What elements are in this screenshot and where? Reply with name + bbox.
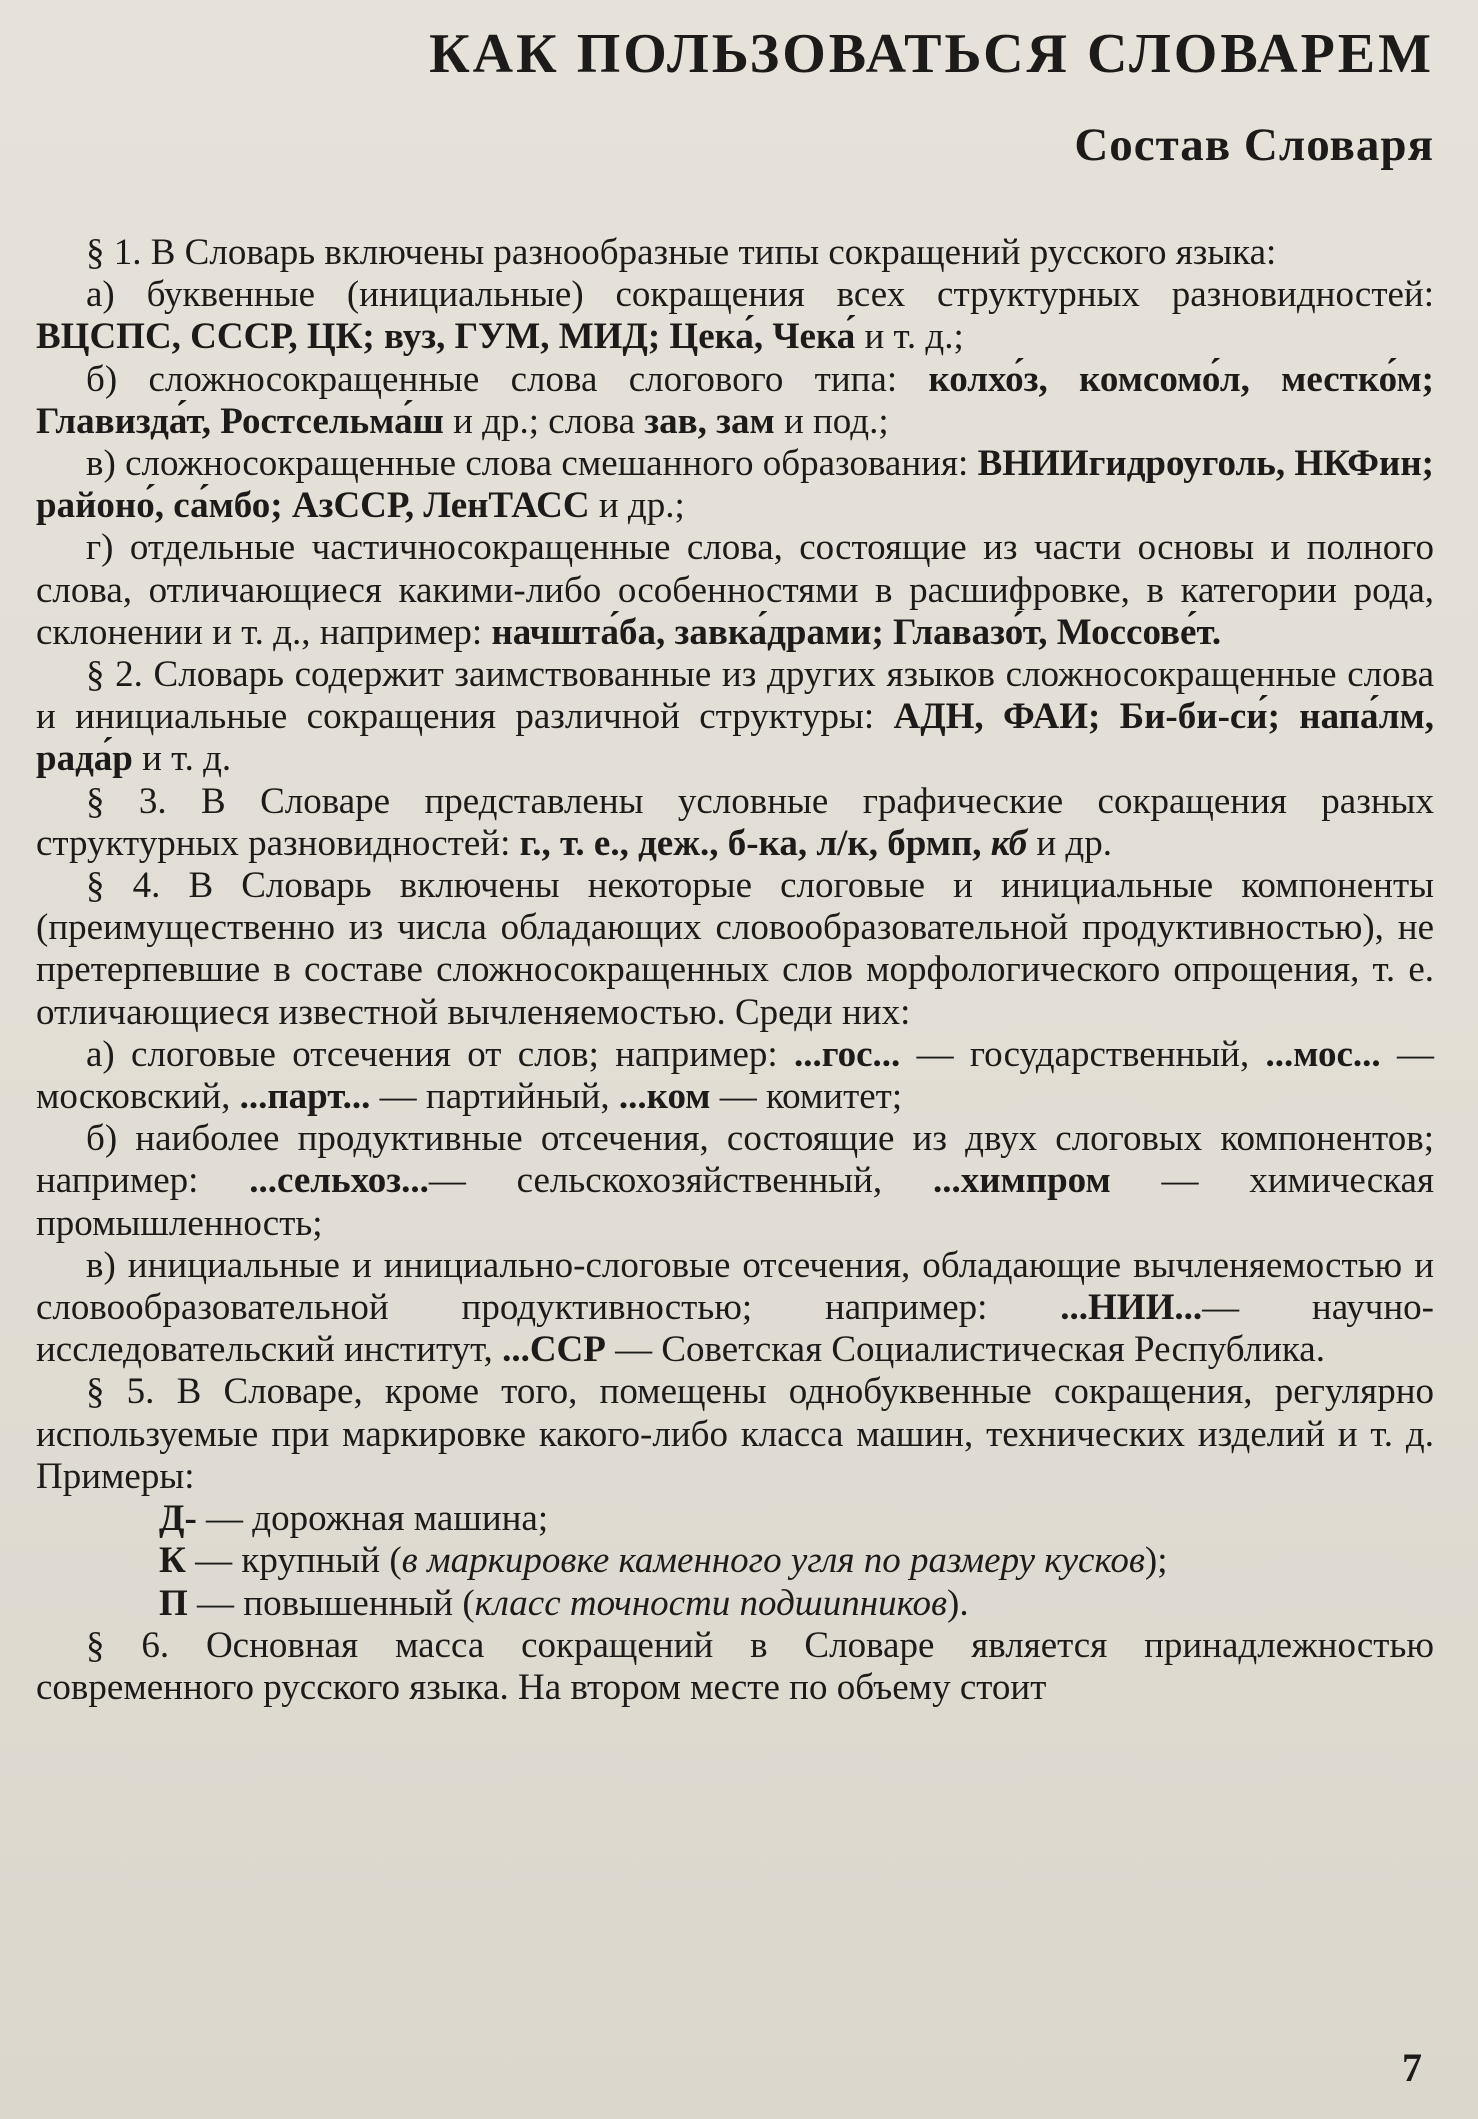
page-title: КАК ПОЛЬЗОВАТЬСЯ СЛОВАРЕМ	[429, 23, 1434, 85]
paragraph-4: § 4. В Словарь включены некоторые слоговые и инициальные компоненты (преимущественно из числа обладающих словообразовательной продуктивностью), не претерпевшие в составе сложносокращенных слов морфологического опрощения, т. е. отличающиеся известной вычленяемостью. Среди них:	[36, 865, 1434, 1033]
paragraph-2: § 2. Словарь содержит заимствованные из других языков сложносокращенные слова и инициальные сокращения различной структуры: АДН, ФАИ; Би-би-си́; напа́лм, рада́р и т. д.	[36, 654, 1434, 780]
examples-3-italic: кб	[990, 822, 1028, 864]
example-line-2: К — крупный (в маркировке каменного угля по размеру кусков);	[159, 1540, 1168, 1582]
body-text	[36, 232, 1434, 1709]
paragraph-1g: г) отдельные частичносокращенные слова, состоящие из части основы и полного слова, отличающиеся какими-либо особенностями в расшифровке, в категории рода, склонении и т. д., например: начшта́ба, завка́драми; Главазо́т, Моссове́т.	[36, 527, 1434, 653]
examples-3: г., т. е., деж., б-ка, л/к, брмп,	[519, 822, 982, 864]
examples-1a: ВЦСПС, СССР, ЦК; вуз, ГУМ, МИД; Цека́, Чека́	[36, 316, 856, 358]
paragraph-5: § 5. В Словаре, кроме того, помещены однобуквенные сокращения, регулярно используемые при маркировке какого-либо класса машин, технических изделий и т. д. Примеры:	[36, 1371, 1434, 1497]
paragraph-1b: б) сложносокращенные слова слогового типа: колхо́з, комсомо́л, местко́м; Главизда́т, Ростсельма́ш и др.; слова зав, зам и под.;	[36, 358, 1434, 442]
paragraph-4a: а) слоговые отсечения от слов; например: ...гос... — государственный, ...мос... — московский, ...парт... — партийный, ...ком — комитет;	[36, 1033, 1435, 1118]
examples-1b-2: зав, зам	[644, 400, 775, 442]
paragraph-1v: в) сложносокращенные слова смешанного образования: ВНИИгидроуголь, НКФин; районо́, са́мбо; АзССР, ЛенТАСС и др.;	[36, 443, 1434, 527]
paragraph-1a: а) буквенные (инициальные) сокращения всех структурных разновидностей: ВЦСПС, СССР, ЦК; вуз, ГУМ, МИД; Цека́, Чека́ и т. д.;	[36, 274, 1434, 358]
paragraph-1: § 1. В Словарь включены разнообразные типы сокращений русского языка:	[86, 232, 1277, 273]
examples-2: АДН, ФАИ; Би-би-си́; напа́лм, рада́р	[36, 696, 1434, 780]
examples-list	[36, 1498, 1434, 1625]
paragraph-4b: б) наиболее продуктивные отсечения, состоящие из двух слоговых компонентов; например: ...сельхоз...— сельскохозяйственный, ...химпром — химическая промышленность;	[36, 1118, 1434, 1244]
paragraph-4v: в) инициальные и инициально-слоговые отсечения, обладающие вычленяемостью и словообразовательной продуктивностью; например: ...НИИ...— научно-исследовательский институт, ...ССР — Советская Социалистическая Республика.	[36, 1244, 1435, 1371]
section-subtitle: Состав Словаря	[1074, 119, 1434, 171]
examples-1v: ВНИИгидроуголь, НКФин; районо́, са́мбо; АзССР, ЛенТАСС	[36, 443, 1434, 527]
examples-1b: колхо́з, комсомо́л, местко́м; Главизда́т, Ростсельма́ш	[36, 358, 1434, 442]
paragraph-3: § 3. В Словаре представлены условные графические сокращения разных структурных разновидностей: г., т. е., деж., б-ка, л/к, брмп, кб и др.	[36, 780, 1434, 864]
example-line-1: Д- — дорожная машина;	[159, 1498, 549, 1540]
example-line-3: П — повышенный (класс точности подшипников).	[159, 1582, 969, 1624]
paragraph-6: § 6. Основная масса сокращений в Словаре является принадлежностью современного русского языка. На втором месте по объему стоит	[36, 1624, 1434, 1708]
page-number: 7	[1402, 2045, 1422, 2090]
examples-1g: начшта́ба, завка́драми; Главазо́т, Моссове́т.	[491, 611, 1222, 653]
